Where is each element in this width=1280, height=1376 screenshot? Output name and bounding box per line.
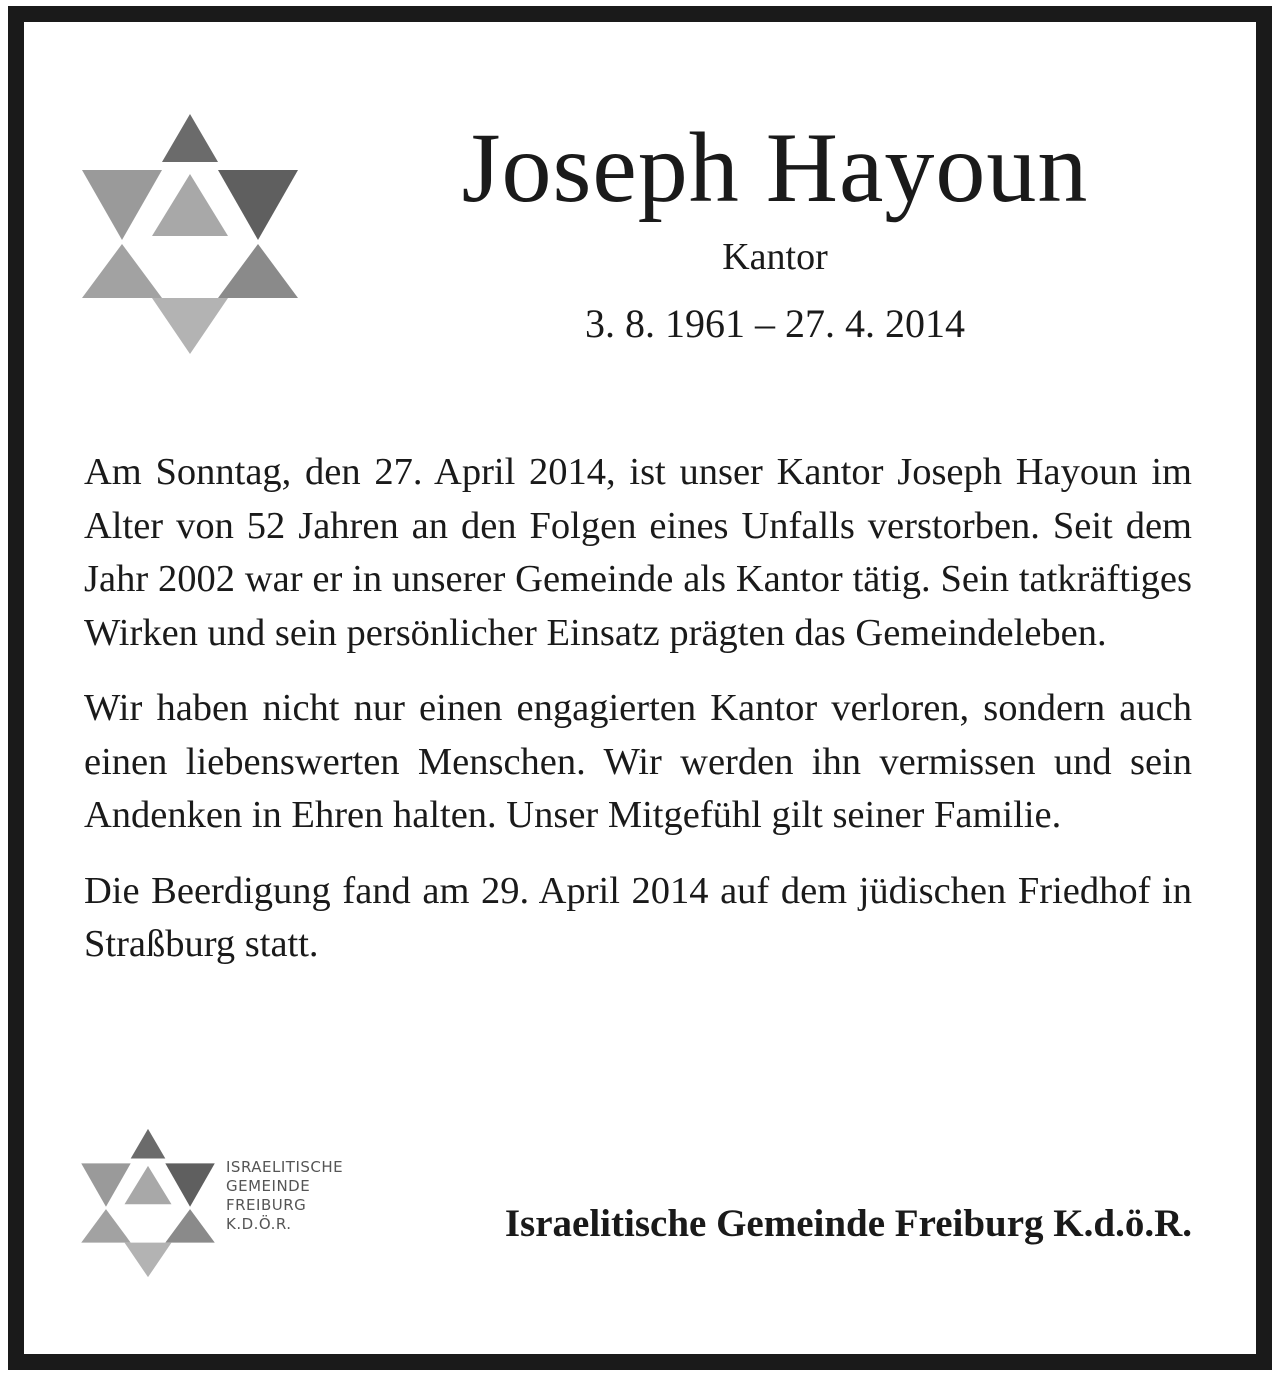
life-dates: 3. 8. 1961 – 27. 4. 2014 — [585, 301, 965, 346]
star-of-david-icon — [80, 112, 300, 356]
notice-body — [84, 446, 1192, 994]
logo-line: GEMEINDE — [226, 1177, 311, 1195]
organization-name: Israelitische Gemeinde Freiburg K.d.ö.R. — [504, 1202, 1192, 1245]
header — [380, 108, 1170, 348]
star-of-david-icon — [80, 1126, 216, 1280]
logo-text — [226, 1158, 376, 1234]
community-logo — [80, 1126, 370, 1286]
paragraph-2: Wir haben nicht nur einen engagierten Kantor verloren, sondern auch einen liebenswerten Menschen. Wir werden ihn vermissen und sein Andenken in Ehren halten. Unser Mitgefühl gilt seiner Familie. — [84, 687, 1192, 836]
paragraph-3: Die Beerdigung fand am 29. April 2014 auf dem jüdischen Friedhof in Straßburg statt. — [84, 869, 1192, 965]
logo-line: FREIBURG — [226, 1196, 307, 1214]
paragraph-1: Am Sonntag, den 27. April 2014, ist unser Kantor Joseph Hayoun im Alter von 52 Jahren an den Folgen eines Unfalls verstorben. Seit dem Jahr 2002 war er in unserer Gemeinde als Kantor tätig. Sein tatkräftiges Wirken und sein persönlicher Einsatz prägten das Gemeindeleben. — [84, 451, 1192, 654]
logo-line: K.D.Ö.R. — [226, 1215, 292, 1233]
logo-line: ISRAELITISCHE — [226, 1158, 344, 1176]
deceased-title: Kantor — [722, 236, 828, 278]
deceased-name: Joseph Hayoun — [461, 112, 1089, 223]
